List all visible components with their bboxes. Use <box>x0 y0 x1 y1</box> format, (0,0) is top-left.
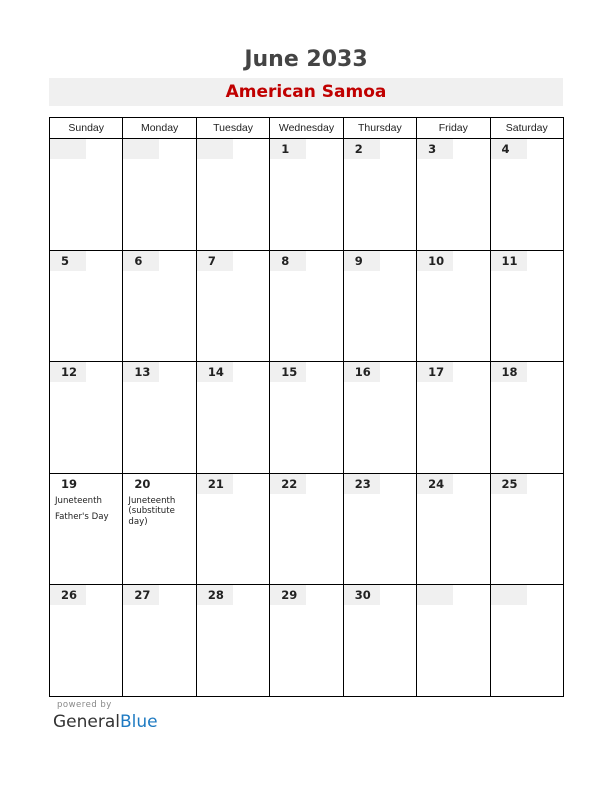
day-number: 1 <box>270 139 306 159</box>
holiday-event: Juneteenth (substitute day) <box>128 495 176 527</box>
day-number <box>123 139 159 159</box>
weekday-header-sunday: Sunday <box>50 118 123 139</box>
day-number: 14 <box>197 362 233 382</box>
day-number: 23 <box>344 474 380 494</box>
calendar-week-row <box>50 362 564 474</box>
calendar-day-cell[interactable] <box>196 585 269 697</box>
day-number: 24 <box>417 474 453 494</box>
calendar-day-cell[interactable] <box>50 362 123 474</box>
weekday-header-monday: Monday <box>123 118 196 139</box>
day-number <box>417 585 453 605</box>
day-number: 2 <box>344 139 380 159</box>
calendar-day-cell[interactable] <box>417 473 490 585</box>
brand-logo-part2: Blue <box>120 712 158 732</box>
calendar-day-cell[interactable] <box>123 250 196 362</box>
day-number: 28 <box>197 585 233 605</box>
day-number: 25 <box>491 474 527 494</box>
day-number: 16 <box>344 362 380 382</box>
day-number <box>491 585 527 605</box>
day-number: 12 <box>50 362 86 382</box>
calendar-day-cell[interactable] <box>417 250 490 362</box>
calendar-day-cell[interactable] <box>50 139 123 251</box>
day-events <box>123 494 195 528</box>
calendar-day-cell[interactable] <box>123 585 196 697</box>
calendar-day-cell[interactable] <box>490 473 563 585</box>
day-number: 11 <box>491 251 527 271</box>
holiday-event: Father's Day <box>55 512 109 523</box>
day-number: 4 <box>491 139 527 159</box>
day-number: 9 <box>344 251 380 271</box>
day-number: 22 <box>270 474 306 494</box>
day-number: 8 <box>270 251 306 271</box>
calendar-day-cell[interactable] <box>123 139 196 251</box>
calendar-week-row <box>50 585 564 697</box>
day-number: 3 <box>417 139 453 159</box>
calendar-day-cell[interactable] <box>196 473 269 585</box>
calendar-day-cell[interactable] <box>196 139 269 251</box>
calendar-day-cell[interactable] <box>270 250 343 362</box>
calendar-day-cell[interactable] <box>417 139 490 251</box>
calendar-day-cell[interactable] <box>490 250 563 362</box>
calendar-day-cell[interactable] <box>270 473 343 585</box>
calendar-week-row <box>50 473 564 585</box>
day-events <box>50 494 122 523</box>
calendar-day-cell[interactable] <box>490 139 563 251</box>
calendar-grid <box>49 117 564 697</box>
calendar-day-cell[interactable] <box>343 139 416 251</box>
calendar-day-cell[interactable] <box>196 250 269 362</box>
calendar-day-cell[interactable] <box>417 585 490 697</box>
calendar-day-cell[interactable] <box>343 585 416 697</box>
day-number: 29 <box>270 585 306 605</box>
calendar-day-cell[interactable] <box>123 473 196 585</box>
region-banner: American Samoa <box>49 78 563 106</box>
day-number: 30 <box>344 585 380 605</box>
calendar-body <box>50 139 564 697</box>
calendar-day-cell[interactable] <box>343 473 416 585</box>
day-number: 6 <box>123 251 159 271</box>
day-number: 15 <box>270 362 306 382</box>
calendar-week-row <box>50 139 564 251</box>
calendar-day-cell[interactable] <box>270 139 343 251</box>
day-number: 19 <box>61 476 78 491</box>
day-number: 7 <box>197 251 233 271</box>
day-number: 5 <box>50 251 86 271</box>
calendar-day-cell[interactable] <box>50 585 123 697</box>
calendar-week-row <box>50 250 564 362</box>
day-number: 27 <box>123 585 159 605</box>
day-number: 26 <box>50 585 86 605</box>
day-number: 13 <box>123 362 159 382</box>
day-number: 21 <box>197 474 233 494</box>
calendar-day-cell[interactable] <box>343 250 416 362</box>
brand-logo[interactable] <box>53 712 158 732</box>
weekday-header-wednesday: Wednesday <box>270 118 343 139</box>
calendar-day-cell[interactable] <box>417 362 490 474</box>
weekday-header-thursday: Thursday <box>343 118 416 139</box>
day-number: 17 <box>417 362 453 382</box>
calendar-day-cell[interactable] <box>343 362 416 474</box>
day-number: 10 <box>417 251 453 271</box>
powered-by-label: powered by <box>57 700 112 710</box>
weekday-header-friday: Friday <box>417 118 490 139</box>
calendar-day-cell[interactable] <box>270 362 343 474</box>
calendar-day-cell[interactable] <box>50 473 123 585</box>
day-number <box>197 139 233 159</box>
weekday-header-tuesday: Tuesday <box>196 118 269 139</box>
calendar-day-cell[interactable] <box>123 362 196 474</box>
calendar-day-cell[interactable] <box>490 362 563 474</box>
calendar-day-cell[interactable] <box>490 585 563 697</box>
brand-logo-part1: General <box>53 712 120 732</box>
holiday-event: Juneteenth <box>55 495 102 506</box>
day-number: 18 <box>491 362 527 382</box>
weekday-header-row <box>50 118 564 139</box>
calendar-day-cell[interactable] <box>50 250 123 362</box>
weekday-header-saturday: Saturday <box>490 118 563 139</box>
day-number: 20 <box>134 476 151 491</box>
page-title: June 2033 <box>244 47 368 72</box>
calendar-day-cell[interactable] <box>270 585 343 697</box>
calendar-day-cell[interactable] <box>196 362 269 474</box>
day-number <box>50 139 86 159</box>
